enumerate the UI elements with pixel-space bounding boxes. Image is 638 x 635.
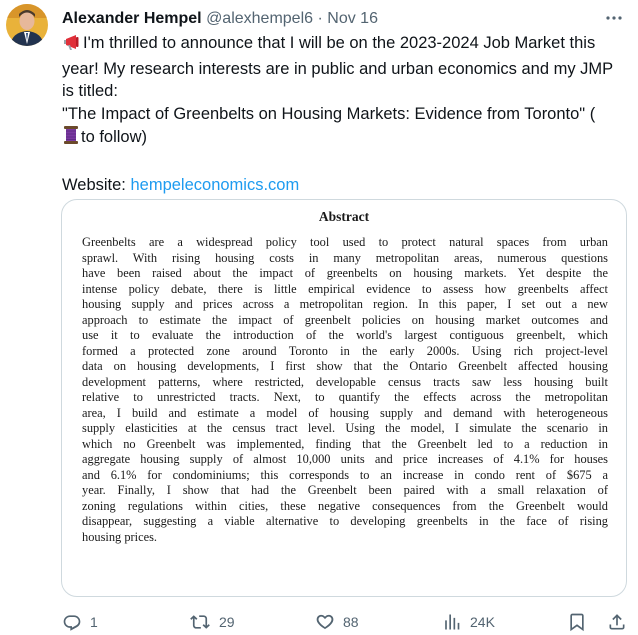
- avatar[interactable]: [6, 4, 48, 46]
- abstract-line: development patterns, where restricted, developable census tracts saw less housing built: [82, 374, 608, 389]
- bookmark-button[interactable]: [567, 610, 587, 634]
- website-link[interactable]: hempeleconomics.com: [130, 176, 300, 194]
- abstract-image-card[interactable]: [61, 199, 627, 597]
- repost-button[interactable]: [189, 610, 235, 634]
- reply-count: 1: [90, 614, 98, 630]
- abstract-line: intense policy debate, there is little empirical evidence to assess how greenbelts affect: [82, 281, 608, 296]
- abstract-line: Greenbelts are a widespread policy tool used to protect natural spaces from urban: [82, 235, 608, 249]
- author-name[interactable]: Alexander Hempel: [62, 10, 202, 27]
- tweet-header: [62, 9, 378, 29]
- abstract-line: supply elasticities at the census tract level. Using the model, I simulate the scenario in: [82, 421, 608, 435]
- abstract-line: relative to unrestricted tracts. Next, to quantify the effects across the metropolitan: [82, 390, 608, 404]
- abstract-line: sprawl. With rising housing costs in many metropolitan areas, numerous questions: [82, 250, 608, 265]
- views-count: 24K: [470, 614, 495, 630]
- reply-button[interactable]: [62, 610, 98, 634]
- abstract-line: data on housing developments, I first show that the Ontario Greenbelt affected housing: [82, 359, 608, 373]
- tweet-line: is titled:: [62, 82, 118, 100]
- abstract-text: [82, 235, 608, 545]
- abstract-line: and 6.1% for condominiums; this corresponds to an increase in condo rent of $675 a: [82, 467, 608, 482]
- author-handle[interactable]: @alexhempel6: [206, 10, 314, 27]
- abstract-line: have been raised about the impact of greenbelts on housing markets. Yet despite the: [82, 266, 608, 280]
- abstract-line: which no Greenbelt was implemented, finding that the Greenbelt led to a reduction in: [82, 436, 608, 451]
- abstract-line: use it to evaluate the introduction of the world's largest contiguous greenbelt, which: [82, 328, 608, 342]
- abstract-line: area, I build and estimate a model of housing supply and demand with heterogeneous: [82, 405, 608, 420]
- abstract-line: housing prices.: [82, 529, 158, 544]
- abstract-line: year. Finally, I show that had the Greenbelt been paired with a small relaxation of: [82, 483, 608, 497]
- like-count: 88: [343, 614, 359, 630]
- megaphone-emoji: [62, 33, 82, 58]
- tweet-line: I'm thrilled to announce that I will be on the 2023-2024 Job Market this: [62, 32, 628, 58]
- bookmark-icon: [567, 612, 587, 632]
- reply-icon: [62, 612, 82, 632]
- views-button[interactable]: [442, 610, 495, 634]
- tweet-line: to follow): [62, 125, 628, 152]
- website-label: Website:: [62, 176, 126, 194]
- tweet-line: year! My research interests are in public and urban economics and my JMP: [62, 59, 614, 78]
- abstract-title: Abstract: [318, 209, 370, 224]
- post-date[interactable]: Nov 16: [327, 10, 378, 27]
- action-bar: [62, 610, 622, 634]
- blank-line: [62, 152, 628, 175]
- abstract-line: zoning regulations within cities, these negative consequences from the Greenbelt would: [82, 498, 608, 513]
- share-button[interactable]: [607, 610, 627, 634]
- abstract-line: housing supply and prices across a metropolitan region. In this paper, I set out a new: [82, 297, 608, 311]
- abstract-line: approach to estimate the impact of greenbelt policies on housing market outcomes and: [82, 312, 608, 327]
- tweet-text: [62, 32, 628, 197]
- share-icon: [607, 612, 627, 632]
- repost-count: 29: [219, 614, 235, 630]
- abstract-line: formed a protected zone around Toronto in the early 2000s. Using rich project-level: [82, 343, 608, 358]
- like-button[interactable]: [315, 610, 359, 634]
- website-line: [62, 174, 628, 197]
- abstract-line: aggregate housing supply of almost 10,000 units and price increases of 4.1% for houses: [82, 452, 608, 466]
- like-icon: [315, 612, 335, 632]
- spool-thread-emoji: [62, 125, 80, 152]
- views-icon: [442, 612, 462, 632]
- repost-icon: [189, 612, 211, 632]
- abstract-line: disappear, suggesting a viable alternative to developing greenbelts in the face of rising: [82, 514, 608, 528]
- tweet-line: "The Impact of Greenbelts on Housing Markets: Evidence from Toronto" (: [62, 104, 596, 123]
- header-separator: ·: [317, 10, 323, 27]
- more-icon[interactable]: [604, 8, 624, 28]
